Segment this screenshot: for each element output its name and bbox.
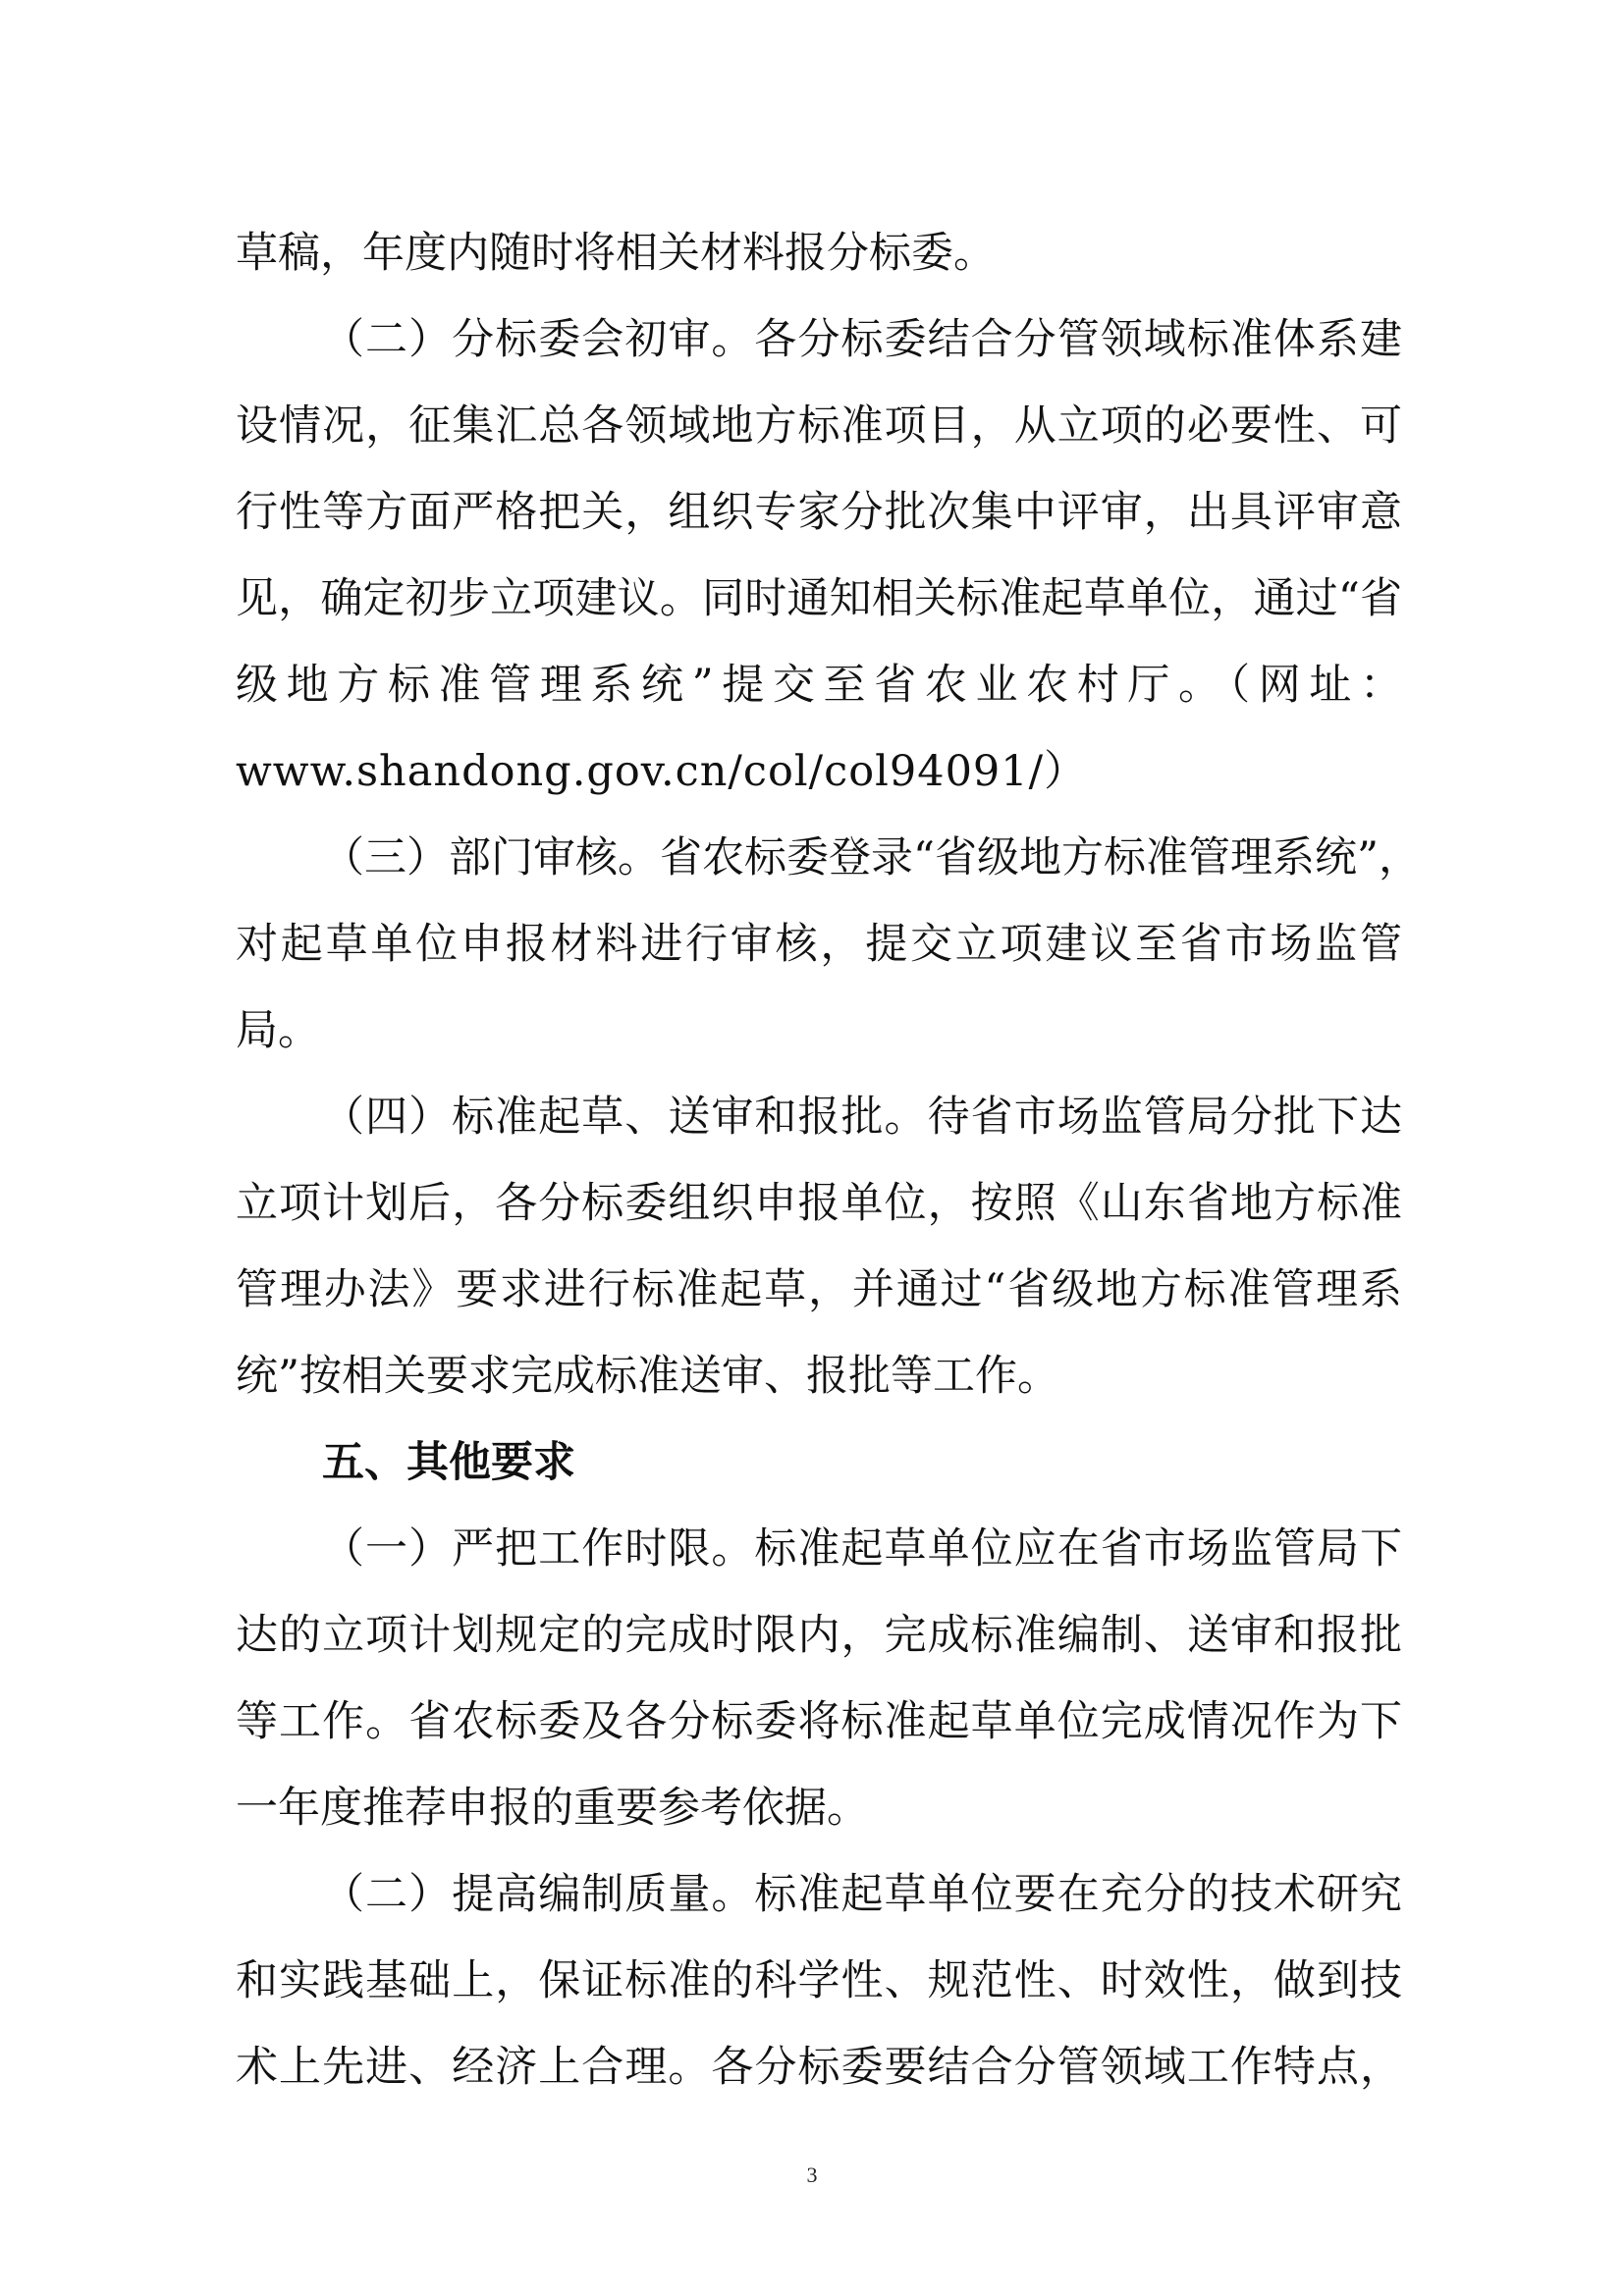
body-line: 设情况，征集汇总各领域地方标准项目，从立项的必要性、可 bbox=[236, 401, 1402, 451]
body-line: 级地方标准管理系统”提交至省农业农村厅。（网址： bbox=[236, 661, 1402, 710]
body-line: 行性等方面严格把关，组织专家分批次集中评审，出具评审意 bbox=[236, 488, 1402, 537]
body-line: 一年度推荐申报的重要参考依据。 bbox=[236, 1784, 869, 1833]
section-heading: 五、其他要求 bbox=[322, 1438, 575, 1487]
section-paragraph-line: （二）分标委会初审。各分标委结合分管领域标准体系建 bbox=[322, 315, 1402, 364]
section-paragraph-line: （二）提高编制质量。标准起草单位要在充分的技术研究 bbox=[322, 1870, 1402, 1919]
section-paragraph-line: （一）严把工作时限。标准起草单位应在省市场监管局下 bbox=[322, 1524, 1402, 1574]
body-line: 局。 bbox=[236, 1006, 320, 1055]
body-line: 和实践基础上，保证标准的科学性、规范性、时效性，做到技 bbox=[236, 1956, 1402, 2005]
body-line: 对起草单位申报材料进行审核，提交立项建议至省市场监管 bbox=[236, 920, 1402, 969]
body-line: 见，确定初步立项建议。同时通知相关标准起草单位，通过“省 bbox=[236, 574, 1402, 623]
page-number: 3 bbox=[806, 2163, 818, 2187]
document-body bbox=[236, 210, 1421, 2110]
body-line: 立项计划后，各分标委组织申报单位，按照《山东省地方标准 bbox=[236, 1179, 1402, 1228]
section-paragraph-line: （三）部门审核。省农标委登录“省级地方标准管理系统”， bbox=[322, 833, 1421, 882]
body-line: 等工作。省农标委及各分标委将标准起草单位完成情况作为下 bbox=[236, 1697, 1402, 1746]
body-line: 管理办法》要求进行标准起草，并通过“省级地方标准管理系 bbox=[236, 1265, 1402, 1314]
website-url-line: www.shandong.gov.cn/col/col94091/） bbox=[236, 747, 1088, 796]
body-line: 术上先进、经济上合理。各分标委要结合分管领域工作特点， bbox=[236, 2043, 1402, 2092]
body-line: 统”按相关要求完成标准送审、报批等工作。 bbox=[236, 1352, 1059, 1401]
section-paragraph-line: （四）标准起草、送审和报批。待省市场监管局分批下达 bbox=[322, 1093, 1402, 1142]
body-line: 达的立项计划规定的完成时限内，完成标准编制、送审和报批 bbox=[236, 1611, 1402, 1660]
body-line: 草稿，年度内随时将相关材料报分标委。 bbox=[236, 229, 996, 278]
